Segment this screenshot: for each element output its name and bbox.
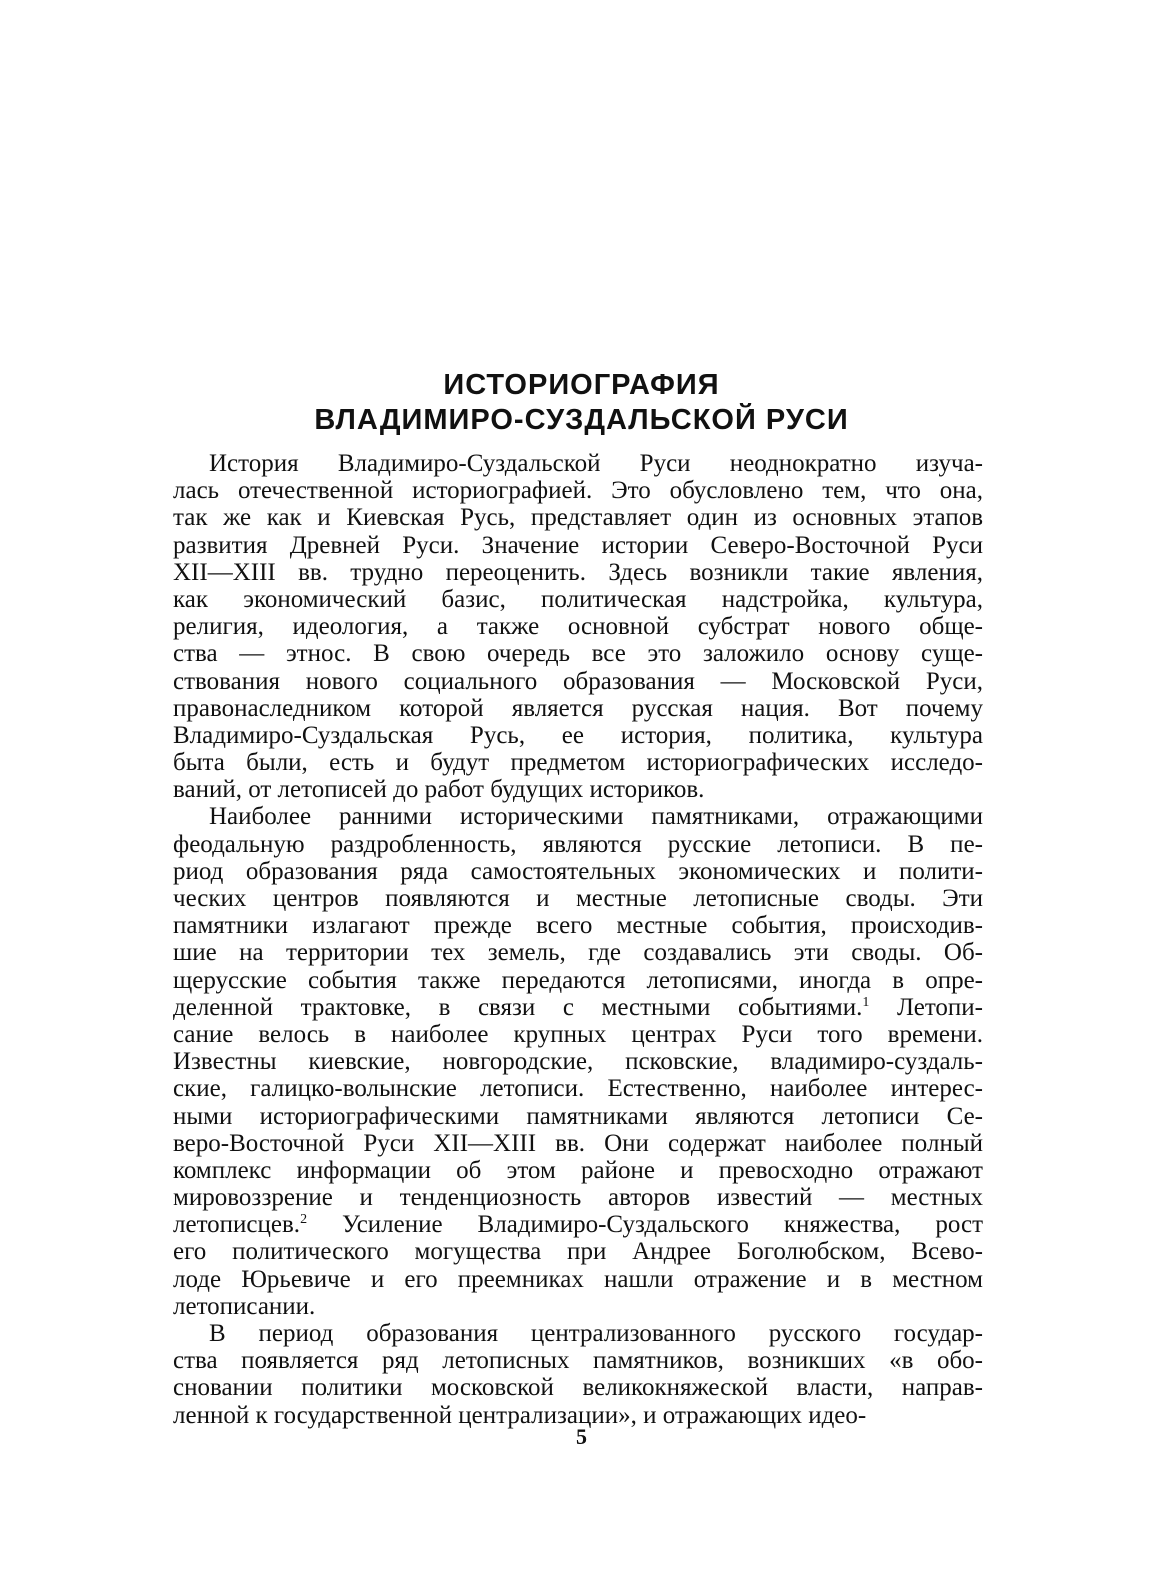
paragraph-1-line: как экономический базис, политическая надстройка, культура,: [173, 585, 983, 613]
paragraph-1-line: быта были, есть и будут предметом историографических исследо-: [173, 749, 983, 777]
paragraph-2-line: комплекс информации об этом районе и превосходно отражают: [173, 1156, 983, 1184]
body-text: [173, 450, 983, 1429]
paragraph-2-line: Известны киевские, новгородские, псковские, владимиро-суздаль-: [173, 1048, 983, 1076]
paragraph-2-line: Наиболее ранними историческими памятниками, отражающими: [209, 803, 983, 831]
page-number: 5: [576, 1424, 587, 1449]
chapter-title: [0, 368, 1163, 438]
paragraph-2-line: его политического могущества при Андрее Боголюбском, Всево-: [173, 1238, 983, 1266]
paragraph-2-line: летописании.: [173, 1292, 316, 1320]
paragraph-2-line: летописцев.$^2$ Усиление Владимиро-Суздальского княжества, рост: [173, 1211, 983, 1239]
paragraph-2-line: ские, галицко-волынские летописи. Естественно, наиболее интерес-: [173, 1075, 983, 1103]
paragraph-2-line: шие на территории тех земель, где создавались эти своды. Об-: [173, 939, 983, 967]
chapter-title-line-1: ИСТОРИОГРАФИЯ: [443, 369, 720, 401]
footnote-marker: 2: [300, 1212, 308, 1228]
paragraph-3-line: сновании политики московской великокняжеской власти, направ-: [173, 1374, 983, 1402]
paragraph-1-line: История Владимиро-Суздальской Руси неоднократно изуча-: [209, 450, 983, 477]
paragraph-1-line: ства — этнос. В свою очередь все это заложило основу суще-: [173, 640, 983, 668]
paragraph-2-line: ческих центров появляются и местные летописные своды. Эти: [173, 885, 983, 912]
paragraph-2-line: веро-Восточной Руси XII—XIII вв. Они содержат наиболее полный: [173, 1129, 983, 1157]
paragraph-1-line: Владимиро-Суздальская Русь, ее история, политика, культура: [173, 721, 983, 749]
paragraph-1-line: лась отечественной историографией. Это обусловлено тем, что она,: [173, 477, 983, 505]
paragraph-1-line: религия, идеология, а также основной субстрат нового обще-: [173, 613, 983, 641]
paragraph-2-line: феодальную раздробленность, являются русские летописи. В пе-: [173, 830, 983, 858]
paragraph-1-line: XII—XIII вв. трудно переоценить. Здесь возникли такие явления,: [173, 558, 983, 586]
paragraph-1-line: правонаследником которой является русская нация. Вот почему: [173, 694, 983, 722]
footnote-marker: 1: [862, 994, 870, 1010]
paragraph-3-line: ленной к государственной централизации», и отражающих идео-: [173, 1401, 867, 1429]
paragraph-2-line: мировоззрение и тенденциозность авторов известий — местных: [173, 1184, 983, 1212]
paragraph-2-line: сание велось в наиболее крупных центрах Руси того времени.: [173, 1020, 983, 1048]
paragraph-2-line: риод образования ряда самостоятельных экономических и полити-: [173, 857, 983, 885]
paragraph-1-line: ваний, от летописей до работ будущих историков.: [173, 776, 705, 804]
paragraph-2-line: щерусские события также передаются летописями, иногда в опре-: [173, 966, 983, 994]
paragraph-3-line: ства появляется ряд летописных памятников, возникших «в обо-: [173, 1347, 983, 1375]
paragraph-1-line: развития Древней Руси. Значение истории Северо-Восточной Руси: [173, 531, 983, 559]
paragraph-2-line: ными историографическими памятниками являются летописи Се-: [173, 1102, 983, 1130]
paragraph-1-line: ствования нового социального образования — Московской Руси,: [173, 667, 983, 695]
chapter-title-line-2: ВЛАДИМИРО-СУЗДАЛЬСКОЙ РУСИ: [314, 404, 849, 436]
paragraph-2-line: лоде Юрьевиче и его преемниках нашли отражение и в местном: [173, 1265, 983, 1293]
paragraph-1-line: так же как и Киевская Русь, представляет один из основных этапов: [173, 504, 983, 532]
paragraph-2-line: деленной трактовке, в связи с местными событиями.$^1$ Летопи-: [173, 993, 984, 1021]
paragraph-2-line: памятники излагают прежде всего местные события, происходив-: [173, 912, 983, 940]
paragraph-3-line: В период образования централизованного русского государ-: [209, 1320, 983, 1347]
